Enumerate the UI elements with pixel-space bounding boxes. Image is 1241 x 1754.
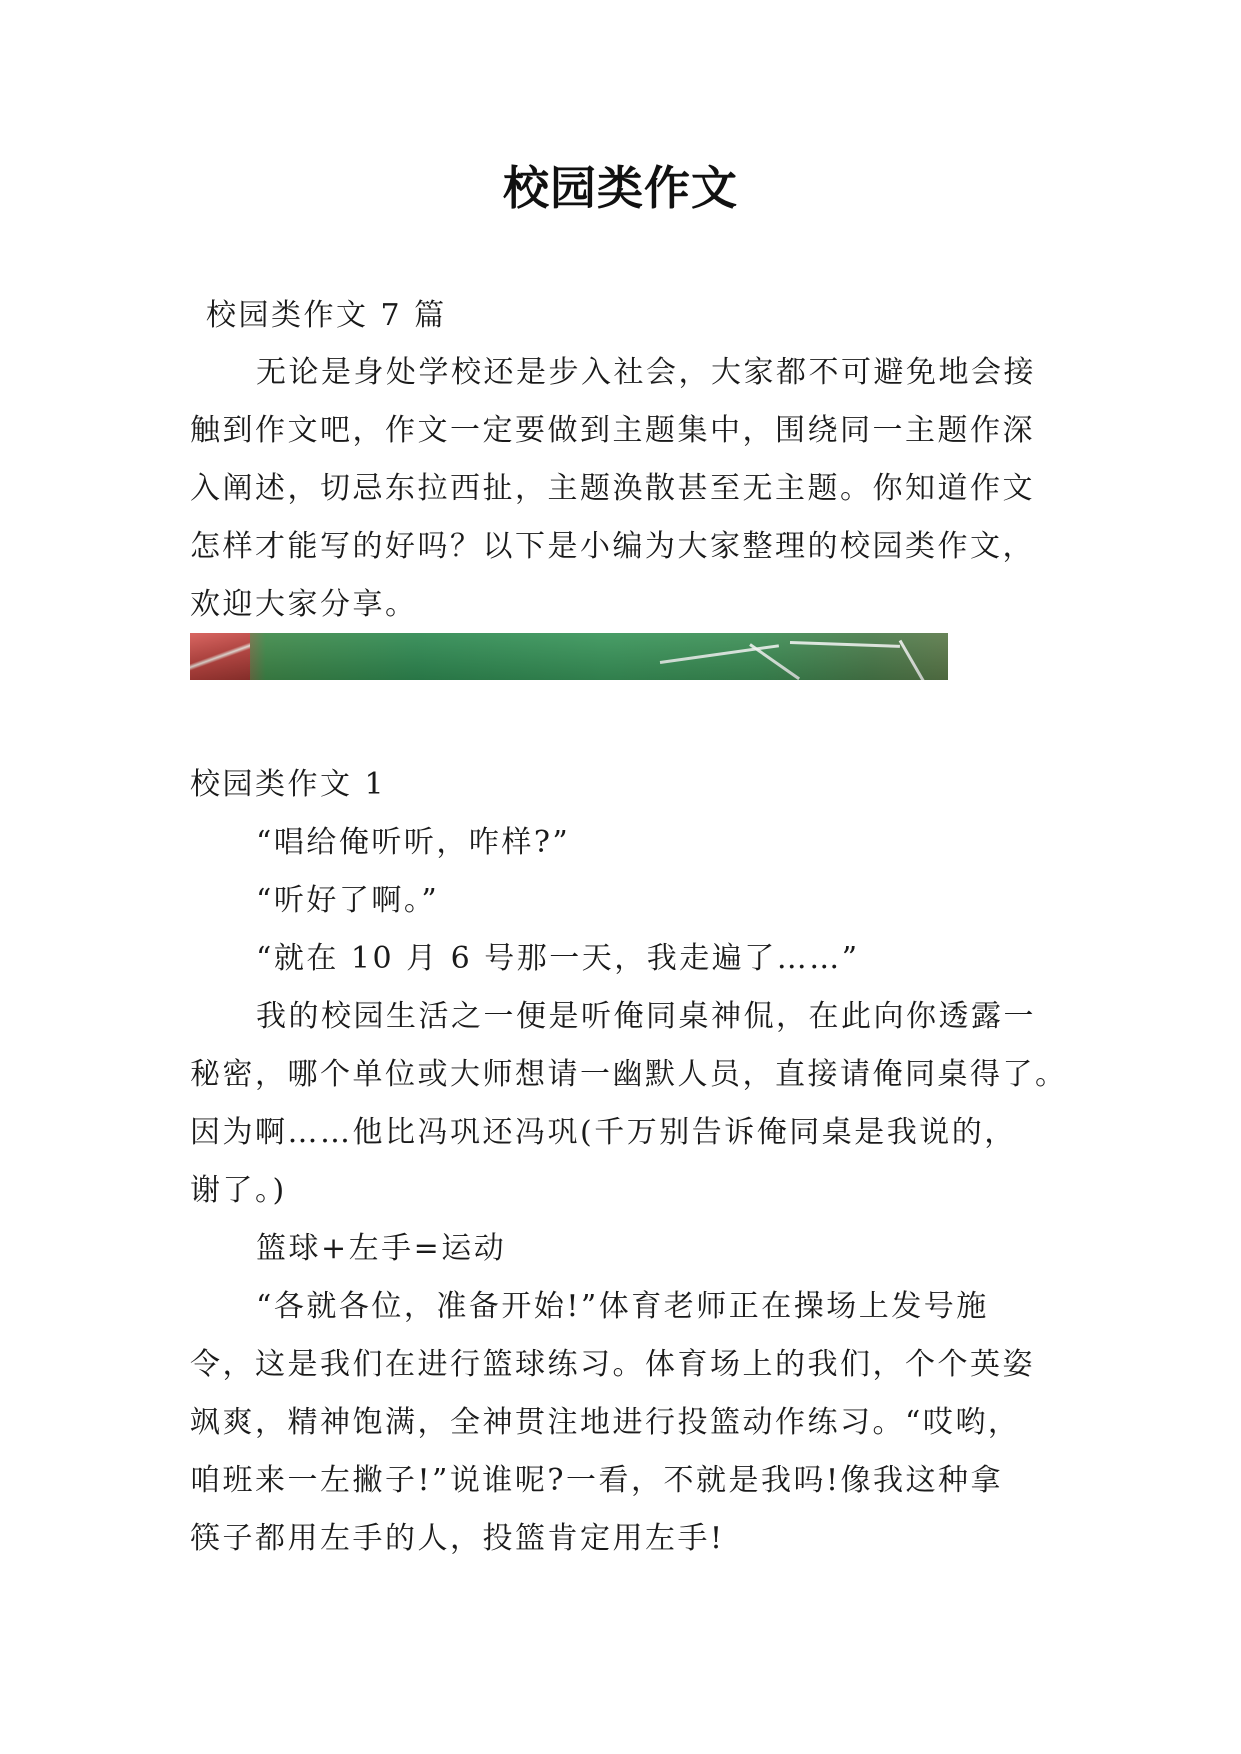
body-line: “各就各位，准备开始!”体育老师正在操场上发号施 — [256, 1289, 989, 1324]
body-line: “唱给俺听听，咋样?” — [256, 825, 571, 860]
intro-line: 触到作文吧，作文一定要做到主题集中，围绕同一主题作深 — [190, 413, 1035, 448]
intro-line: 欢迎大家分享。 — [190, 587, 418, 622]
body-line: 咱班来一左撇子!”说谁呢?一看，不就是我吗!像我这种拿 — [190, 1463, 1004, 1498]
body-line: 我的校园生活之一便是听俺同桌神侃，在此向你透露一 — [256, 999, 1036, 1034]
intro-line: 怎样才能写的好吗？以下是小编为大家整理的校园类作文， — [190, 529, 1035, 564]
body-line: 秘密，哪个单位或大师想请一幽默人员，直接请俺同桌得了。 — [190, 1057, 1068, 1092]
body-line: “就在 10 月 6 号那一天，我走遍了……” — [256, 941, 860, 976]
document-title: 校园类作文 — [503, 161, 738, 215]
body-line: 令，这是我们在进行篮球练习。体育场上的我们，个个英姿 — [190, 1347, 1035, 1382]
section-heading: 校园类作文 1 — [190, 767, 387, 802]
body-line: 筷子都用左手的人，投篮肯定用左手! — [190, 1521, 725, 1556]
photo-shade — [190, 633, 948, 680]
intro-line: 无论是身处学校还是步入社会，大家都不可避免地会接 — [256, 355, 1036, 390]
campus-field-photo — [190, 633, 948, 680]
body-line: 谢了。) — [190, 1173, 287, 1208]
intro-line: 入阐述，切忌东拉西扯，主题涣散甚至无主题。你知道作文 — [190, 471, 1035, 506]
subtitle: 校园类作文 7 篇 — [206, 298, 447, 333]
body-line: 篮球+左手=运动 — [256, 1231, 507, 1266]
body-line: “听好了啊。” — [256, 883, 440, 918]
body-line: 因为啊……他比冯巩还冯巩(千万别告诉俺同桌是我说的， — [190, 1115, 1017, 1150]
body-line: 飒爽，精神饱满，全神贯注地进行投篮动作练习。“哎哟， — [190, 1405, 1021, 1440]
